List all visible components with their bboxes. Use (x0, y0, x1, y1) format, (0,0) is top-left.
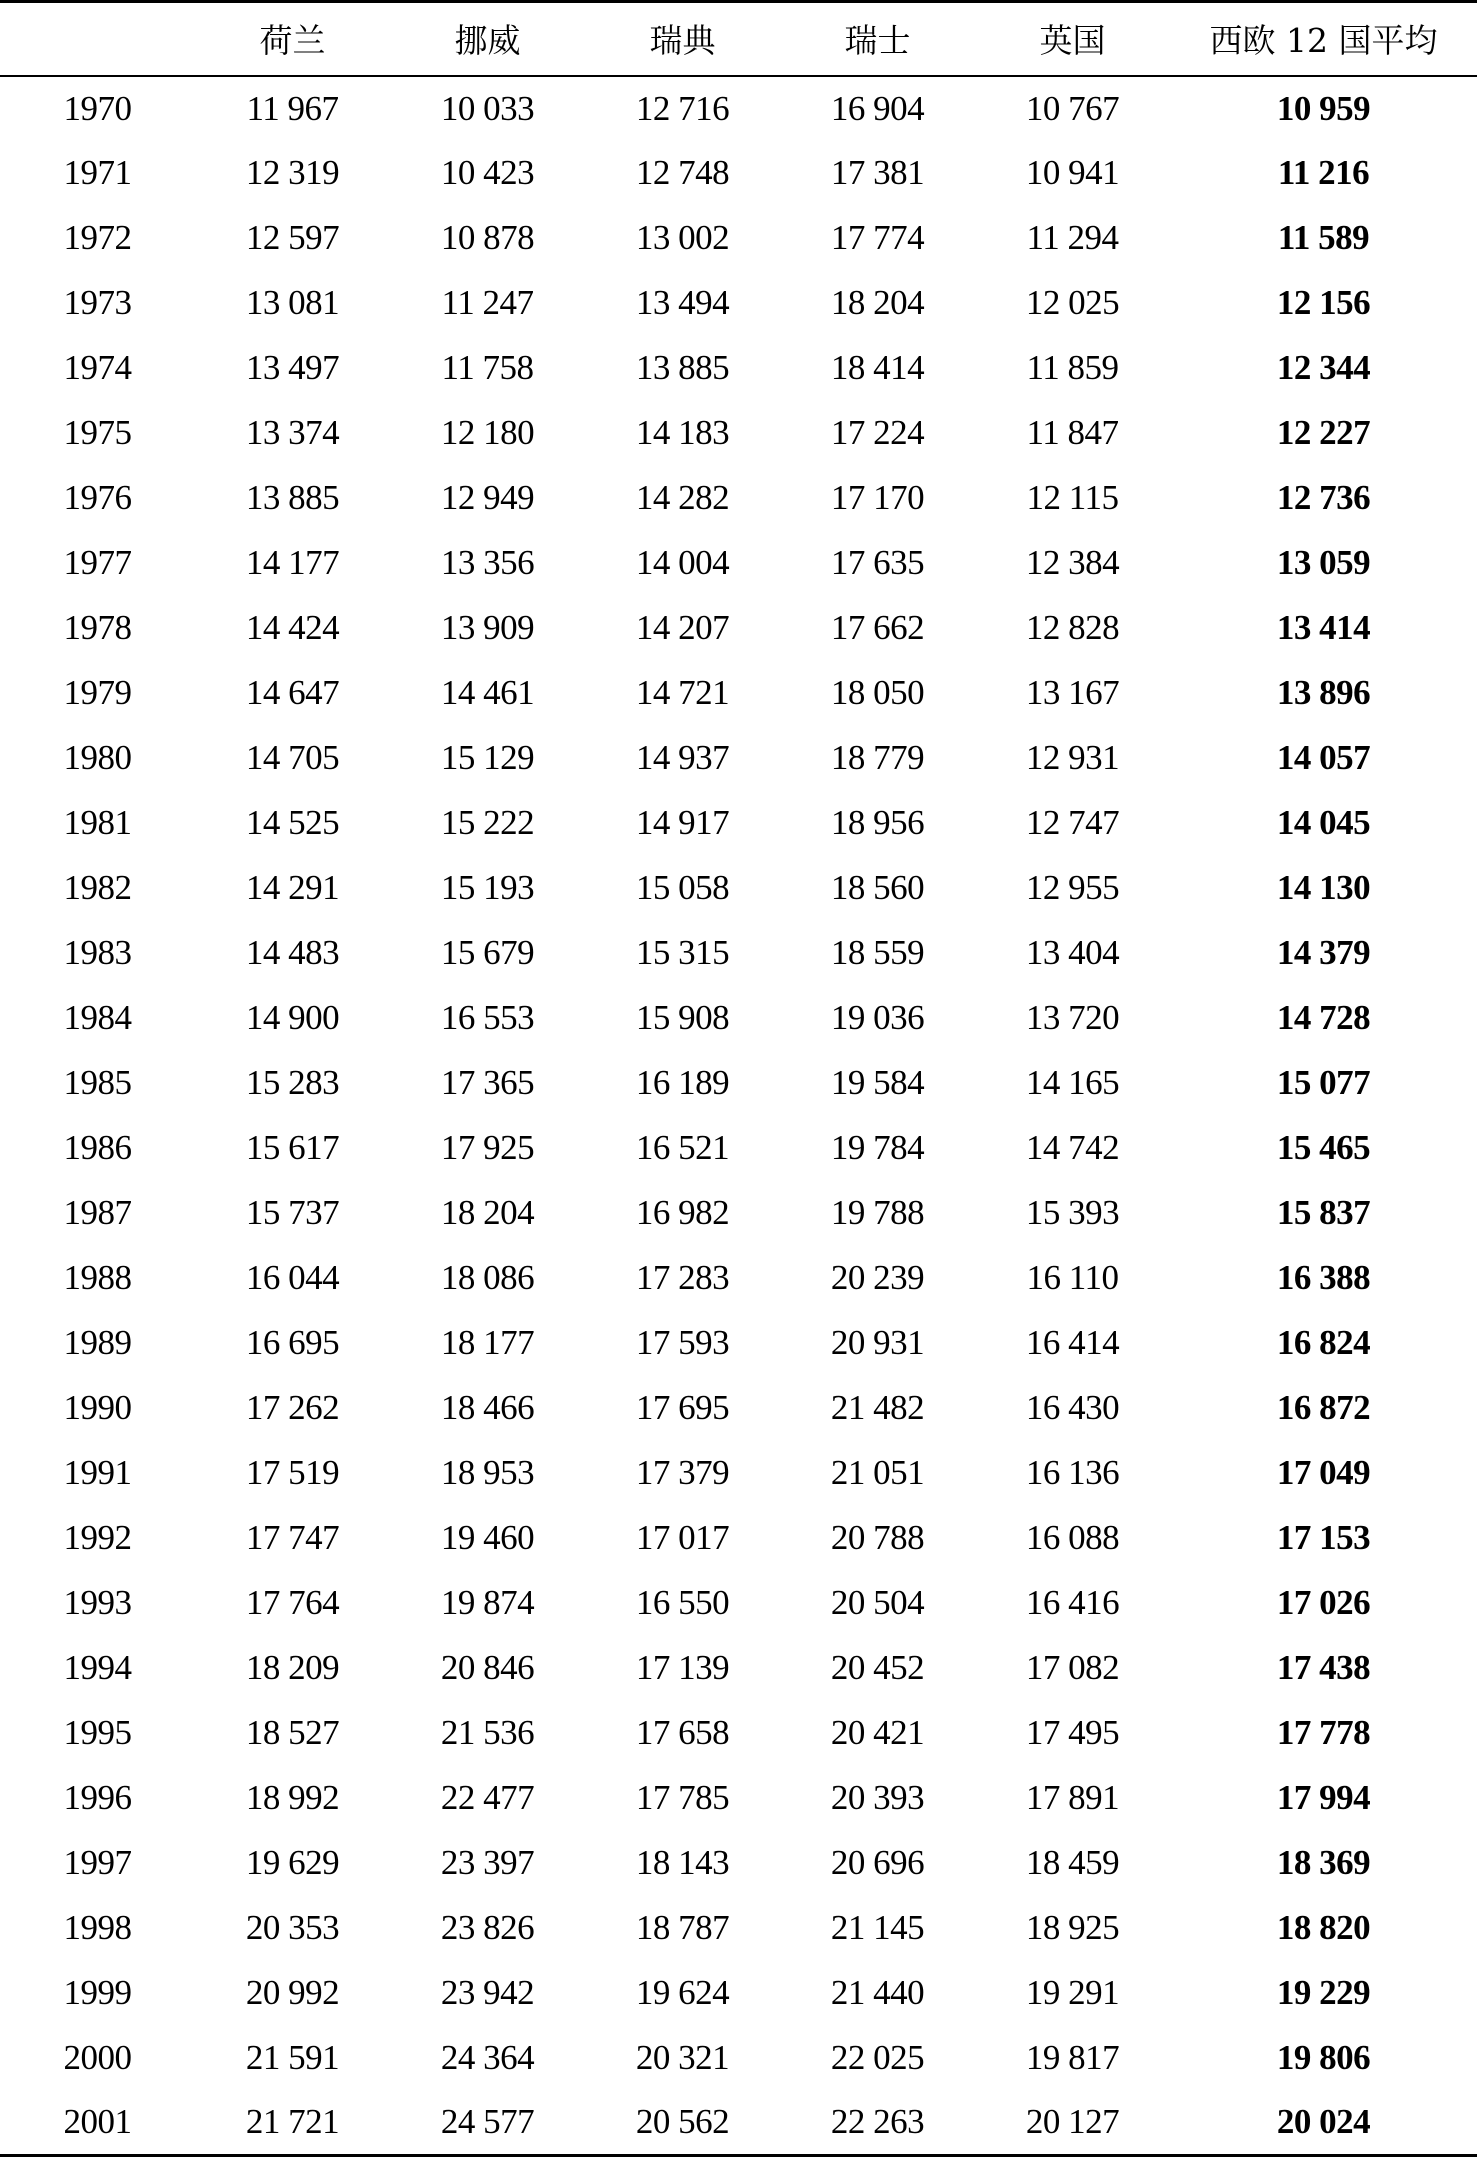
year-cell: 2000 (63, 2038, 132, 2077)
table-row (0, 1246, 1477, 1311)
switzerland-cell: 20 788 (830, 1518, 925, 1557)
table-row (0, 401, 1477, 466)
average-cell: 12 156 (1276, 283, 1371, 322)
year-cell: 2001 (0, 2091, 195, 2156)
average-cell: 14 057 (1276, 738, 1371, 777)
year-cell: 1972 (63, 218, 132, 257)
netherlands-cell: 19 629 (245, 1843, 340, 1882)
uk-cell: 19 291 (1025, 1973, 1120, 2012)
uk-cell: 15 393 (1025, 1193, 1120, 1232)
table-row (0, 1636, 1477, 1701)
norway-cell: 14 461 (440, 673, 535, 712)
netherlands-cell: 17 519 (245, 1453, 340, 1492)
netherlands-cell: 18 209 (245, 1648, 340, 1687)
table-row (0, 1376, 1477, 1441)
switzerland-cell: 19 784 (830, 1128, 925, 1167)
year-cell: 1994 (63, 1648, 132, 1687)
header-cell-uk: 英国 (975, 2, 1170, 76)
table-row (0, 921, 1477, 986)
switzerland-cell: 18 204 (830, 283, 925, 322)
header-cell-netherlands: 荷兰 (195, 2, 390, 76)
year-cell: 1971 (63, 153, 132, 192)
table-row (0, 856, 1477, 921)
netherlands-cell: 17 764 (245, 1583, 340, 1622)
average-cell: 17 438 (1276, 1648, 1371, 1687)
year-cell: 1992 (63, 1518, 132, 1557)
table-row (0, 986, 1477, 1051)
year-cell: 1977 (63, 543, 132, 582)
average-cell: 11 589 (1277, 218, 1370, 257)
sweden-cell: 13 002 (635, 218, 730, 257)
switzerland-cell: 19 036 (830, 998, 925, 1037)
switzerland-cell: 21 051 (830, 1453, 925, 1492)
year-cell: 1981 (63, 803, 132, 842)
sweden-cell: 17 593 (635, 1323, 730, 1362)
sweden-cell: 20 321 (635, 2038, 730, 2077)
average-cell: 14 728 (1276, 998, 1371, 1037)
switzerland-cell: 19 788 (830, 1193, 925, 1232)
uk-cell: 12 115 (1026, 478, 1119, 517)
switzerland-cell: 18 956 (830, 803, 925, 842)
sweden-cell: 14 207 (635, 608, 730, 647)
uk-cell: 12 828 (1025, 608, 1120, 647)
average-cell: 11 216 (1277, 153, 1370, 192)
year-cell: 1998 (63, 1908, 132, 1947)
switzerland-cell: 17 662 (830, 608, 925, 647)
table-row (0, 1896, 1477, 1961)
uk-cell: 11 294 (1026, 218, 1119, 257)
average-cell: 17 026 (1276, 1583, 1371, 1622)
year-cell: 1990 (63, 1388, 132, 1427)
uk-cell: 10 767 (1025, 88, 1120, 128)
switzerland-cell: 20 393 (830, 1778, 925, 1817)
average-cell: 12 736 (1276, 478, 1371, 517)
year-cell: 1985 (63, 1063, 132, 1102)
sweden-cell: 12 748 (635, 153, 730, 192)
year-cell: 1984 (63, 998, 132, 1037)
header-row (0, 2, 1477, 76)
netherlands-cell: 14 647 (245, 673, 340, 712)
average-cell: 17 778 (1276, 1713, 1371, 1752)
uk-cell: 20 127 (975, 2091, 1170, 2156)
norway-cell: 11 758 (441, 348, 534, 387)
uk-cell: 16 136 (1025, 1453, 1120, 1492)
switzerland-cell: 18 560 (830, 868, 925, 907)
sweden-cell: 14 282 (635, 478, 730, 517)
year-cell: 1976 (63, 478, 132, 517)
year-cell: 1986 (63, 1128, 132, 1167)
uk-cell: 12 747 (1025, 803, 1120, 842)
sweden-cell: 15 315 (635, 933, 730, 972)
netherlands-cell: 11 967 (246, 88, 339, 128)
table-row (0, 1051, 1477, 1116)
switzerland-cell: 21 440 (830, 1973, 925, 2012)
switzerland-cell: 20 452 (830, 1648, 925, 1687)
netherlands-cell: 18 527 (245, 1713, 340, 1752)
netherlands-cell: 20 353 (245, 1908, 340, 1947)
average-cell: 15 837 (1276, 1193, 1371, 1232)
sweden-cell: 14 937 (635, 738, 730, 777)
norway-cell: 13 909 (440, 608, 535, 647)
netherlands-cell: 14 424 (245, 608, 340, 647)
switzerland-cell: 17 170 (830, 478, 925, 517)
netherlands-cell: 17 747 (245, 1518, 340, 1557)
netherlands-cell: 15 283 (245, 1063, 340, 1102)
norway-cell: 10 423 (440, 153, 535, 192)
table-row (0, 1766, 1477, 1831)
year-cell: 1988 (63, 1258, 132, 1297)
netherlands-cell: 14 900 (245, 998, 340, 1037)
average-cell: 16 872 (1276, 1388, 1371, 1427)
average-cell: 20 024 (1170, 2091, 1477, 2156)
norway-cell: 24 577 (390, 2091, 585, 2156)
year-cell: 1997 (63, 1843, 132, 1882)
norway-cell: 18 177 (440, 1323, 535, 1362)
uk-cell: 11 847 (1026, 413, 1119, 452)
uk-cell: 17 891 (1025, 1778, 1120, 1817)
netherlands-cell: 17 262 (245, 1388, 340, 1427)
netherlands-cell: 13 081 (245, 283, 340, 322)
switzerland-cell: 18 779 (830, 738, 925, 777)
table-row (0, 1961, 1477, 2026)
table-row (0, 1181, 1477, 1246)
norway-cell: 17 925 (440, 1128, 535, 1167)
switzerland-cell: 17 635 (830, 543, 925, 582)
sweden-cell: 17 283 (635, 1258, 730, 1297)
switzerland-cell: 22 025 (830, 2038, 925, 2077)
norway-cell: 21 536 (440, 1713, 535, 1752)
norway-cell: 10 033 (440, 88, 535, 128)
switzerland-cell: 18 050 (830, 673, 925, 712)
uk-cell: 18 459 (1025, 1843, 1120, 1882)
sweden-cell: 14 721 (635, 673, 730, 712)
table-row (0, 141, 1477, 206)
switzerland-cell: 20 239 (830, 1258, 925, 1297)
netherlands-cell: 15 737 (245, 1193, 340, 1232)
uk-cell: 12 384 (1025, 543, 1120, 582)
average-cell: 12 227 (1276, 413, 1371, 452)
sweden-cell: 17 139 (635, 1648, 730, 1687)
average-cell: 18 820 (1276, 1908, 1371, 1947)
average-cell: 13 059 (1276, 543, 1371, 582)
table-row (0, 1701, 1477, 1766)
year-cell: 1993 (63, 1583, 132, 1622)
average-cell: 19 806 (1276, 2038, 1371, 2077)
netherlands-cell: 20 992 (245, 1973, 340, 2012)
uk-cell: 12 025 (1025, 283, 1120, 322)
switzerland-cell: 20 421 (830, 1713, 925, 1752)
average-cell: 17 994 (1276, 1778, 1371, 1817)
norway-cell: 10 878 (440, 218, 535, 257)
table-row (0, 791, 1477, 856)
year-cell: 1999 (63, 1973, 132, 2012)
uk-cell: 16 110 (1026, 1258, 1119, 1297)
year-cell: 1991 (63, 1453, 132, 1492)
sweden-cell: 12 716 (635, 88, 730, 128)
sweden-cell: 16 550 (635, 1583, 730, 1622)
year-cell: 1987 (63, 1193, 132, 1232)
uk-cell: 18 925 (1025, 1908, 1120, 1947)
table-row (0, 1441, 1477, 1506)
average-cell: 19 229 (1276, 1973, 1371, 2012)
switzerland-cell: 16 904 (830, 88, 925, 128)
header-cell-year (0, 2, 195, 76)
uk-cell: 10 941 (1025, 153, 1120, 192)
table-row (0, 2091, 1477, 2156)
norway-cell: 19 460 (440, 1518, 535, 1557)
sweden-cell: 17 658 (635, 1713, 730, 1752)
switzerland-cell: 20 696 (830, 1843, 925, 1882)
netherlands-cell: 14 525 (245, 803, 340, 842)
netherlands-cell: 14 705 (245, 738, 340, 777)
norway-cell: 18 466 (440, 1388, 535, 1427)
netherlands-cell: 18 992 (245, 1778, 340, 1817)
norway-cell: 18 086 (440, 1258, 535, 1297)
netherlands-cell: 14 177 (245, 543, 340, 582)
switzerland-cell: 21 145 (830, 1908, 925, 1947)
average-cell: 16 824 (1276, 1323, 1371, 1362)
switzerland-cell: 18 559 (830, 933, 925, 972)
sweden-cell: 17 785 (635, 1778, 730, 1817)
switzerland-cell: 17 381 (830, 153, 925, 192)
sweden-cell: 14 004 (635, 543, 730, 582)
average-cell: 18 369 (1276, 1843, 1371, 1882)
norway-cell: 22 477 (440, 1778, 535, 1817)
table-row (0, 531, 1477, 596)
sweden-cell: 18 143 (635, 1843, 730, 1882)
norway-cell: 15 129 (440, 738, 535, 777)
norway-cell: 11 247 (441, 283, 534, 322)
switzerland-cell: 21 482 (830, 1388, 925, 1427)
sweden-cell: 20 562 (585, 2091, 780, 2156)
norway-cell: 12 949 (440, 478, 535, 517)
table-row (0, 271, 1477, 336)
sweden-cell: 14 183 (635, 413, 730, 452)
sweden-cell: 15 908 (635, 998, 730, 1037)
table-row (0, 726, 1477, 791)
header-cell-norway: 挪威 (390, 2, 585, 76)
header-cell-sweden: 瑞典 (585, 2, 780, 76)
year-cell: 1980 (63, 738, 132, 777)
norway-cell: 23 826 (440, 1908, 535, 1947)
year-cell: 1979 (63, 673, 132, 712)
switzerland-cell: 17 224 (830, 413, 925, 452)
year-cell: 1973 (63, 283, 132, 322)
table-row (0, 661, 1477, 726)
sweden-cell: 16 982 (635, 1193, 730, 1232)
norway-cell: 18 953 (440, 1453, 535, 1492)
norway-cell: 15 193 (440, 868, 535, 907)
year-cell: 1995 (63, 1713, 132, 1752)
switzerland-cell: 20 931 (830, 1323, 925, 1362)
switzerland-cell: 19 584 (830, 1063, 925, 1102)
switzerland-cell: 20 504 (830, 1583, 925, 1622)
netherlands-cell: 13 885 (245, 478, 340, 517)
year-cell: 1983 (63, 933, 132, 972)
year-cell: 1982 (63, 868, 132, 907)
switzerland-cell: 22 263 (780, 2091, 975, 2156)
netherlands-cell: 14 291 (245, 868, 340, 907)
uk-cell: 12 955 (1025, 868, 1120, 907)
sweden-cell: 17 379 (635, 1453, 730, 1492)
sweden-cell: 15 058 (635, 868, 730, 907)
header-cell-western-europe-average: 西欧 12 国平均 (1170, 2, 1477, 76)
switzerland-cell: 17 774 (830, 218, 925, 257)
netherlands-cell: 13 497 (245, 348, 340, 387)
sweden-cell: 14 917 (635, 803, 730, 842)
uk-cell: 11 859 (1026, 348, 1119, 387)
average-cell: 10 959 (1276, 88, 1371, 128)
sweden-cell: 18 787 (635, 1908, 730, 1947)
sweden-cell: 16 189 (635, 1063, 730, 1102)
uk-cell: 16 088 (1025, 1518, 1120, 1557)
norway-cell: 16 553 (440, 998, 535, 1037)
year-cell: 1996 (63, 1778, 132, 1817)
uk-cell: 13 167 (1025, 673, 1120, 712)
norway-cell: 15 222 (440, 803, 535, 842)
average-cell: 17 049 (1276, 1453, 1371, 1492)
average-cell: 12 344 (1276, 348, 1371, 387)
table-row (0, 206, 1477, 271)
uk-cell: 17 495 (1025, 1713, 1120, 1752)
netherlands-cell: 13 374 (245, 413, 340, 452)
norway-cell: 13 356 (440, 543, 535, 582)
norway-cell: 17 365 (440, 1063, 535, 1102)
norway-cell: 20 846 (440, 1648, 535, 1687)
netherlands-cell: 21 721 (195, 2091, 390, 2156)
table-body (0, 76, 1477, 2156)
year-cell: 1970 (63, 88, 132, 128)
uk-cell: 16 414 (1025, 1323, 1120, 1362)
table-row (0, 336, 1477, 401)
table-row (0, 1506, 1477, 1571)
uk-cell: 13 404 (1025, 933, 1120, 972)
netherlands-cell: 16 044 (245, 1258, 340, 1297)
norway-cell: 23 397 (440, 1843, 535, 1882)
sweden-cell: 13 885 (635, 348, 730, 387)
netherlands-cell: 14 483 (245, 933, 340, 972)
average-cell: 16 388 (1276, 1258, 1371, 1297)
netherlands-cell: 15 617 (245, 1128, 340, 1167)
sweden-cell: 16 521 (635, 1128, 730, 1167)
uk-cell: 19 817 (1025, 2038, 1120, 2077)
uk-cell: 16 416 (1025, 1583, 1120, 1622)
year-cell: 1978 (63, 608, 132, 647)
year-cell: 1989 (63, 1323, 132, 1362)
table-row (0, 596, 1477, 661)
netherlands-cell: 12 597 (245, 218, 340, 257)
table-row (0, 1831, 1477, 1896)
average-cell: 13 414 (1276, 608, 1371, 647)
year-cell: 1975 (63, 413, 132, 452)
table-row (0, 1571, 1477, 1636)
sweden-cell: 17 695 (635, 1388, 730, 1427)
norway-cell: 18 204 (440, 1193, 535, 1232)
sweden-cell: 19 624 (635, 1973, 730, 2012)
average-cell: 14 045 (1276, 803, 1371, 842)
netherlands-cell: 16 695 (245, 1323, 340, 1362)
norway-cell: 24 364 (440, 2038, 535, 2077)
year-cell: 1974 (63, 348, 132, 387)
uk-cell: 13 720 (1025, 998, 1120, 1037)
uk-cell: 12 931 (1025, 738, 1120, 777)
sweden-cell: 17 017 (635, 1518, 730, 1557)
uk-cell: 14 165 (1025, 1063, 1120, 1102)
uk-cell: 14 742 (1025, 1128, 1120, 1167)
table-row (0, 2026, 1477, 2091)
norway-cell: 12 180 (440, 413, 535, 452)
uk-cell: 17 082 (1025, 1648, 1120, 1687)
norway-cell: 15 679 (440, 933, 535, 972)
table-row (0, 76, 1477, 141)
switzerland-cell: 18 414 (830, 348, 925, 387)
table-header (0, 2, 1477, 76)
norway-cell: 19 874 (440, 1583, 535, 1622)
average-cell: 17 153 (1276, 1518, 1371, 1557)
average-cell: 13 896 (1276, 673, 1371, 712)
average-cell: 15 077 (1276, 1063, 1371, 1102)
uk-cell: 16 430 (1025, 1388, 1120, 1427)
table-row (0, 1116, 1477, 1181)
table-row (0, 1311, 1477, 1376)
average-cell: 15 465 (1276, 1128, 1371, 1167)
header-cell-switzerland: 瑞士 (780, 2, 975, 76)
netherlands-cell: 12 319 (245, 153, 340, 192)
sweden-cell: 13 494 (635, 283, 730, 322)
average-cell: 14 130 (1276, 868, 1371, 907)
average-cell: 14 379 (1276, 933, 1371, 972)
table-row (0, 466, 1477, 531)
norway-cell: 23 942 (440, 1973, 535, 2012)
netherlands-cell: 21 591 (245, 2038, 340, 2077)
